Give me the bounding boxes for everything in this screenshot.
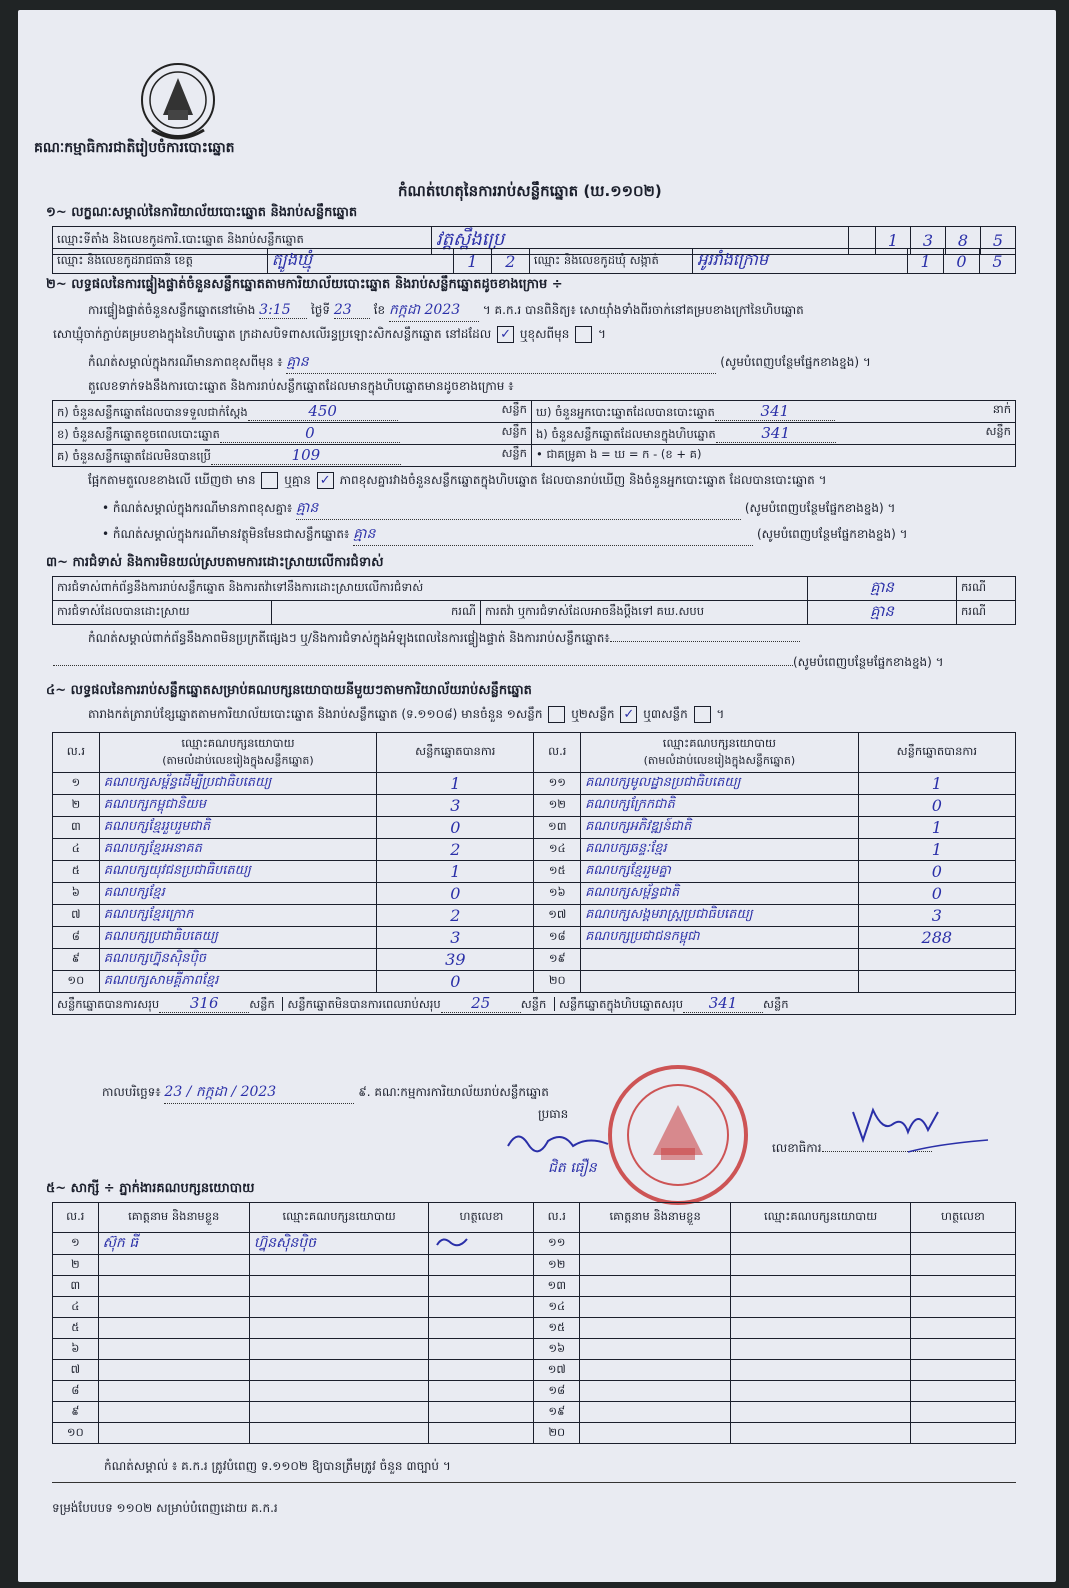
witness-party (731, 1276, 911, 1297)
party-name: គណបក្សប្រជាជនកម្ពុជា (581, 927, 859, 949)
row-number: ២០ (534, 971, 581, 993)
form-title: កំណត់ហេតុនៃការរាប់សន្លឹកឆ្នោត (ឃ.១១០២) (398, 182, 662, 200)
col-no: ល.រ (53, 733, 100, 773)
row-number: ១ (53, 773, 100, 795)
ballot-count-form (18, 10, 1056, 1582)
resolved-objections-label: ការជំទាស់ដែលបានដោះស្រាយ (53, 601, 272, 625)
vote-count: 0 (377, 971, 534, 993)
witness-name: ស៊ុក ធី (98, 1233, 249, 1255)
objections-label: ការជំទាស់ពាក់ព័ន្ធនឹងការរាប់សន្លឹកឆ្នោត និងការតវ៉ាទៅនឹងការដោះស្រាយលើការជំទាស់ (53, 577, 808, 601)
location-label: ឈ្មោះទីតាំង និងលេខកូដការិ.បោះឆ្នោត និងរាប់សន្លឹកឆ្នោត (53, 227, 432, 255)
row-number: ៨ (53, 1381, 99, 1402)
party-name (581, 971, 859, 993)
table-row (53, 1233, 1016, 1255)
one-sheet-checkbox[interactable] (548, 706, 565, 723)
difference-line: ផ្អែកតាមតួលេខខាងលើ ឃើញថា មាន ឬគ្មាន ✓ ភាពខុសគ្នារវាងចំនួនសន្លឹកឆ្នោតក្នុងហិបឆ្នោត ដែលបានរាប់ឃើញ និងចំនួនអ្នកបោះឆ្នោត ដែលបានបោះឆ្នោត ។ (88, 473, 827, 488)
witness-signature (429, 1339, 534, 1360)
party-name: គណបក្សខ្មែររួបរួមជាតិ (99, 817, 377, 839)
section4-heading: ៤~ លទ្ធផលនៃការរាប់សន្លឹកឆ្នោតសម្រាប់គណបក្សនយោបាយនីមួយៗតាមការិយាល័យរាប់សន្លឹកឆ្នោត (46, 683, 532, 698)
row-number: ៣ (53, 817, 100, 839)
vote-count: 0 (377, 817, 534, 839)
secretary-signature-icon (848, 1102, 998, 1162)
row-number: ១៣ (534, 817, 581, 839)
witness-party (249, 1318, 429, 1339)
witness-signature (429, 1381, 534, 1402)
witness-party (731, 1339, 911, 1360)
total-box-value: 341 (683, 994, 763, 1013)
row-number: ១២ (534, 1255, 580, 1276)
witness-signature (910, 1255, 1015, 1276)
vote-count: 3 (858, 905, 1015, 927)
row-number: ៤ (53, 839, 100, 861)
witness-name (98, 1318, 249, 1339)
table-row (53, 1255, 1016, 1276)
ballots-in-box-value: 341 (716, 424, 836, 443)
formula-note: • ជាគម្រូគា ង = ឃ = ក - (ខ + គ) (532, 445, 1016, 467)
day-value: 23 (334, 302, 370, 319)
row-number: ២ (53, 1255, 99, 1276)
row-number: ១៦ (534, 1339, 580, 1360)
vote-count: 1 (377, 773, 534, 795)
table-row (53, 1276, 1016, 1297)
witness-signature (910, 1233, 1015, 1255)
section1-table-row2 (52, 248, 1016, 274)
witness-name (98, 1339, 249, 1360)
section5-heading: ៥~ សាក្សី ÷ ភ្នាក់ងារគណបក្សនយោបាយ (46, 1181, 255, 1196)
table-row (53, 905, 1016, 927)
witness-name (98, 1402, 249, 1423)
commune-code-digit: 0 (944, 249, 980, 274)
location-code-digit: 5 (981, 227, 1016, 255)
vote-count: 1 (858, 817, 1015, 839)
witness-signature (429, 1318, 534, 1339)
col-votes: សន្លឹកឆ្នោតបានការ (858, 733, 1015, 773)
witness-signature-icon (433, 1233, 473, 1251)
nec-emblem-icon (138, 60, 218, 144)
table-row (53, 861, 1016, 883)
party-name: គណបក្សអភិវឌ្ឍន៍ជាតិ (581, 817, 859, 839)
section2-heading: ២~ លទ្ធផលនៃការផ្ទៀងផ្ទាត់ចំនួនសន្លឹកឆ្នោតតាមការិយាល័យបោះឆ្នោត និងរាប់សន្លឹកឆ្នោតដូចខាងក្រោម ÷ (46, 277, 563, 292)
change-note-value: គ្មាន (286, 352, 716, 374)
objections-value: គ្មាន (870, 577, 894, 596)
table-row (53, 883, 1016, 905)
witness-name (580, 1233, 731, 1255)
location-code-digit: 1 (876, 227, 911, 255)
row-number: ៥ (53, 861, 100, 883)
witness-party (731, 1360, 911, 1381)
foreign-object-value: គ្មាន (353, 524, 753, 546)
row-number: ៦ (53, 1339, 99, 1360)
chief-signature-icon (503, 1126, 613, 1156)
witness-signature (429, 1233, 534, 1255)
form-footer: ទម្រង់បែបបទ ១១០២ សម្រាប់បំពេញដោយ គ.ក.រ (52, 1501, 278, 1515)
two-sheets-checkbox[interactable]: ✓ (620, 706, 637, 723)
witness-signature (910, 1423, 1015, 1444)
vote-count: 1 (858, 839, 1015, 861)
table-row (53, 1360, 1016, 1381)
witness-party (249, 1423, 429, 1444)
row-number: ១១ (534, 773, 581, 795)
party-name: គណបក្សសម្ព័ន្ធដើម្បីប្រជាធិបតេយ្យ (99, 773, 377, 795)
table-row (53, 971, 1016, 993)
witness-signature (910, 1360, 1015, 1381)
row-number: ៧ (53, 1360, 99, 1381)
row-number: ១៩ (534, 949, 581, 971)
difference-note-line: • កំណត់សម្គាល់ក្នុងករណីមានភាពខុសគ្នា៖ គ្មាន (សូមបំពេញបន្ថែមផ្នែកខាងខ្នង) ។ (102, 498, 895, 520)
witness-signature (910, 1318, 1015, 1339)
witness-signature (910, 1297, 1015, 1318)
witness-signature (429, 1360, 534, 1381)
witness-name (580, 1339, 731, 1360)
row-number: ៨ (53, 927, 100, 949)
total-valid-value: 316 (159, 994, 249, 1013)
witness-name (98, 1276, 249, 1297)
witness-name (580, 1318, 731, 1339)
row-number: ២០ (534, 1423, 580, 1444)
location-code-digit: 3 (911, 227, 946, 255)
party-name: គណបក្សខ្មែររួមគ្នា (581, 861, 859, 883)
vote-count: 1 (858, 773, 1015, 795)
change-note-line: កំណត់សម្គាល់ក្នុងករណីមានភាពខុសពីមុន ៖ គ្មាន (សូមបំពេញបន្ថែមផ្នែកខាងខ្នង) ។ (88, 352, 871, 374)
row-number: ៩ (53, 1402, 99, 1423)
witness-signature (910, 1402, 1015, 1423)
row-number: ២ (53, 795, 100, 817)
irregularities-note: កំណត់សម្គាល់ពាក់ព័ន្ធនឹងភាពមិនប្រក្រតីផ្សេងៗ ឬ/និងការជំទាស់ក្នុងអំឡុងពេលនៃការផ្ទៀងផ្ទាត់ និងការរាប់សន្លឹកឆ្នោត៖ (88, 630, 800, 648)
table-row (53, 1381, 1016, 1402)
date-line: កាលបរិច្ឆេទ៖ 23 / កក្កដា / 2023 ៩. គណៈកម្មការការិយាល័យរាប់សន្លឹកឆ្នោត (102, 1082, 549, 1104)
chief-label: ប្រធាន (538, 1107, 569, 1121)
witness-signature (910, 1381, 1015, 1402)
row-number: ៥ (53, 1318, 99, 1339)
party-name: គណបក្សប្រជាធិបតេយ្យ (99, 927, 377, 949)
commune-code-digit: 1 (908, 249, 944, 274)
party-name: គណបក្សយុវជនប្រជាធិបតេយ្យ (99, 861, 377, 883)
table-row (53, 795, 1016, 817)
witness-party (731, 1255, 911, 1276)
commune-label: ឈ្មោះ និងលេខកូដឃុំ សង្កាត់ (529, 249, 692, 274)
row-number: ១៥ (534, 1318, 580, 1339)
same-checkbox[interactable]: ✓ (497, 326, 514, 343)
party-name (581, 949, 859, 971)
vote-count: 2 (377, 839, 534, 861)
vote-count: 0 (858, 861, 1015, 883)
party-name: គណបក្សក្រែកជាតិ (581, 795, 859, 817)
row-number: ១៧ (534, 1360, 580, 1381)
voters-value: 341 (715, 402, 835, 421)
row-number: ១៤ (534, 1297, 580, 1318)
section3-heading: ៣~ ការជំទាស់ និងការមិនយល់ស្របតាមការដោះស្រាយលើការជំទាស់ (46, 555, 384, 570)
row-number: ១៤ (534, 839, 581, 861)
row-number: ១៣ (534, 1276, 580, 1297)
witness-name (98, 1381, 249, 1402)
witness-table: ល.រ គោត្តនាម និងនាមខ្លួន ឈ្មោះគណបក្សនយោបាយ ហត្ថលេខា ល.រ គោត្តនាម និងនាមខ្លួន ឈ្មោះគណបក្សនយោបាយ ហត្ថលេខា ១ ស៊ុក ធី ហ្វ៊ុនស៊ិនប៉ិច ១១ ២ ១២ ៣ ១៣ ៤ ១៤ ៥ ១៥ ៦ ១៦ ៧ ១៧ ៨ ១៨ ៩ ១៩ ១០ ២០ (52, 1202, 1016, 1444)
vote-count: 39 (377, 949, 534, 971)
figures-intro: តួលេខទាក់ទងនឹងការបោះឆ្នោត និងការរាប់សន្លឹកឆ្នោតដែលមានក្នុងហិបឆ្នោតមានដូចខាងក្រោម ៖ (88, 379, 514, 393)
party-name: គណបក្សកម្ពុជានិយម (99, 795, 377, 817)
witness-name (580, 1402, 731, 1423)
vote-count: 3 (377, 927, 534, 949)
witness-party: ហ្វ៊ុនស៊ិនប៉ិច (249, 1233, 429, 1255)
party-name: គណបក្សសង្គមរាស្ត្រប្រជាធិបតេយ្យ (581, 905, 859, 927)
witness-party (249, 1339, 429, 1360)
spoiled-ballots-value: 0 (220, 424, 400, 443)
commune-value: អូររាំងក្រោម (697, 250, 769, 269)
witness-party (731, 1233, 911, 1255)
witness-party (249, 1402, 429, 1423)
witness-signature (429, 1402, 534, 1423)
party-name: គណបក្សឆន្ទៈខ្មែរ (581, 839, 859, 861)
secretary-line: លេខាធិការ (772, 1140, 932, 1158)
party-name: គណបក្សខ្មែរក្រោក (99, 905, 377, 927)
vote-count: 288 (858, 927, 1015, 949)
three-sheets-checkbox[interactable] (694, 706, 711, 723)
party-name: គណបក្សសាមគ្គីភាពខ្មែរ (99, 971, 377, 993)
col-party: ឈ្មោះគណបក្សនយោបាយ (តាមលំដាប់លេខរៀងក្នុងសន្លឹកឆ្នោត) (99, 733, 377, 773)
province-label: ឈ្មោះ និងលេខកូដរាជធានី ខេត្ត (53, 249, 268, 274)
witness-signature (910, 1276, 1015, 1297)
table-row (53, 773, 1016, 795)
row-number: ១២ (534, 795, 581, 817)
appeal-label: ការតវ៉ា ឬការជំទាស់ដែលអាចនឹងប្តឹងទៅ គឃ.សបប (481, 601, 808, 625)
seal-line: សោឃ្មុំចាក់ភ្ជាប់គម្របខាងក្នុងនៃហិបឆ្នោត ក្រដាសបិទពាសលើរន្ធប្រឡោះសិកសន្លឹកឆ្នោត នៅដដែល ✓ ឬខុសពីមុន ។ (53, 327, 606, 342)
row-number: ៩ (53, 949, 100, 971)
unused-ballots-value: 109 (211, 446, 401, 465)
row-number: ៤ (53, 1297, 99, 1318)
commune-code-digit: 5 (979, 249, 1015, 274)
col-party: ឈ្មោះគណបក្សនយោបាយ (តាមលំដាប់លេខរៀងក្នុងសន្លឹកឆ្នោត) (581, 733, 859, 773)
witness-name (98, 1360, 249, 1381)
results-table: ល.រ ឈ្មោះគណបក្សនយោបាយ (តាមលំដាប់លេខរៀងក្នុងសន្លឹកឆ្នោត) សន្លឹកឆ្នោតបានការ ល.រ ឈ្មោះគណបក្សនយោបាយ (តាមលំដាប់លេខរៀងក្នុងសន្លឹកឆ្នោត) សន្លឹកឆ្នោតបានការ ១ គណបក្សសម្ព័ន្ធដើម្បីប្រជាធិបតេយ្យ 1 ១១ គណបក្សមូលដ្ឋានប្រជាធិបតេយ្យ 1 ២ គណបក្សកម្ពុជានិយម 3 ១២ គណបក្សក្រែកជាតិ 0 ៣ គណបក្សខ្មែររួបរួមជាតិ 0 ១៣ គណបក្សអភិវឌ្ឍន៍ជាតិ 1 ៤ គណបក្សខ្មែរអនាគត 2 ១៤ គណបក្សឆន្ទៈខ្មែរ 1 ៥ គណបក្សយុវជនប្រជាធិបតេយ្យ 1 ១៥ គណបក្សខ្មែររួមគ្នា 0 ៦ គណបក្សខ្មែរ 0 ១៦ គណបក្សសម្ព័ន្ធជាតិ 0 ៧ គណបក្សខ្មែរក្រោក 2 ១៧ គណបក្សសង្គមរាស្ត្រប្រជាធិបតេយ្យ 3 ៨ គណបក្សប្រជាធិបតេយ្យ 3 ១៨ គណបក្សប្រជាជនកម្ពុជា 288 ៩ គណបក្សហ្វ៊ុនស៊ិនប៉ិច 39 ១៩ ១០ គណបក្សសាមគ្គីភាពខ្មែរ 0 ២០ សន្លឹកឆ្នោតបានការសរុប 316 សន្លឹក សន្លឹកឆ្នោតមិនបានការពេលរាប់សរុប 25 សន្លឹក សន្លឹកឆ្នោតក្នុងហិបឆ្នោតសរុប 341 សន្លឹក (52, 732, 1016, 1015)
received-ballots-value: 450 (248, 402, 398, 421)
foreign-object-line: • កំណត់សម្គាល់ក្នុងករណីមានវត្ថុមិនមែនជាសន្លឹកឆ្នោត៖ គ្មាន (សូមបំពេញបន្ថែមផ្នែកខាងខ្នង) ។ (102, 524, 908, 546)
vote-count: 1 (377, 861, 534, 883)
table-row (53, 1423, 1016, 1444)
witness-signature (429, 1276, 534, 1297)
row-number: ១១ (534, 1233, 580, 1255)
verification-line: ការផ្ទៀងផ្ទាត់ចំនួនសន្លឹកឆ្នោតនៅម៉ោង 3:15 ថ្ងៃទី 23 ខែ កក្កដា 2023 ។ គ.ក.រ បានពិនិត្យ៖ សោយ៉ាំងទាំងពីរចាក់នៅគម្របខាងក្រៅនៃហិបឆ្នោត (88, 300, 804, 322)
row-number: ១ (53, 1233, 99, 1255)
witness-name (580, 1255, 731, 1276)
witness-party (249, 1360, 429, 1381)
table-row (53, 927, 1016, 949)
row-number: ១៨ (534, 927, 581, 949)
witness-name (98, 1297, 249, 1318)
has-difference-checkbox[interactable] (261, 472, 278, 489)
witness-party (731, 1297, 911, 1318)
location-code-digit: 8 (946, 227, 981, 255)
row-number: ៣ (53, 1276, 99, 1297)
time-value: 3:15 (259, 302, 307, 319)
table-row (53, 839, 1016, 861)
row-number: ៦ (53, 883, 100, 905)
witness-party (249, 1381, 429, 1402)
table-row (53, 1339, 1016, 1360)
changed-checkbox[interactable] (575, 326, 592, 343)
appeal-value: គ្មាន (870, 601, 894, 620)
vote-count: 0 (858, 795, 1015, 817)
witness-party (249, 1276, 429, 1297)
party-name: គណបក្សសម្ព័ន្ធជាតិ (581, 883, 859, 905)
vote-count: 0 (377, 883, 534, 905)
witness-signature (429, 1423, 534, 1444)
vote-count: 2 (377, 905, 534, 927)
table-row (53, 1297, 1016, 1318)
official-stamp-icon (603, 1060, 753, 1210)
row-number: ១០ (53, 1423, 99, 1444)
month-year-value: កក្កដា 2023 (389, 300, 479, 322)
witness-signature (429, 1297, 534, 1318)
witness-party (731, 1318, 911, 1339)
province-value: ត្បូងឃ្មុំ (271, 250, 313, 269)
date-value: 23 / កក្កដា / 2023 (164, 1082, 354, 1104)
province-code-digit: 1 (453, 249, 491, 274)
witness-name (580, 1297, 731, 1318)
no-difference-checkbox[interactable]: ✓ (317, 472, 334, 489)
row-number: ១៩ (534, 1402, 580, 1423)
witness-party (249, 1297, 429, 1318)
witness-party (249, 1255, 429, 1276)
total-invalid-value: 25 (441, 994, 521, 1013)
row-number: ៧ (53, 905, 100, 927)
section1-heading: ១~ លក្ខណៈសម្គាល់នៃការិយាល័យបោះឆ្នោត និងរាប់សន្លឹកឆ្នោត (46, 205, 358, 220)
table-row (53, 1318, 1016, 1339)
witness-party (731, 1402, 911, 1423)
committee-name: គណៈកម្មាធិការជាតិរៀបចំការបោះឆ្នោត (34, 140, 235, 156)
witness-name (580, 1360, 731, 1381)
difference-note-value: គ្មាន (296, 498, 741, 520)
table-row (53, 949, 1016, 971)
row-number: ១៥ (534, 861, 581, 883)
witness-name (580, 1276, 731, 1297)
irregularities-note-line2: (សូមបំពេញបន្ថែមផ្នែកខាងខ្នង) ។ (53, 654, 944, 672)
witness-name (580, 1381, 731, 1402)
vote-count: 3 (377, 795, 534, 817)
figures-table: ក) ចំនួនសន្លឹកឆ្នោតដែលបានទទួលជាក់ស្តែង 450 សន្លឹក ឃ) ចំនួនអ្នកបោះឆ្នោតដែលបានបោះឆ្នោត 341 នាក់ ខ) ចំនួនសន្លឹកឆ្នោតខូចពេលបោះឆ្នោត 0 សន្លឹក ង) ចំនួនសន្លឹកឆ្នោតដែលមានក្នុងហិបឆ្នោត 341 សន្លឹក គ) ចំនួនសន្លឹកឆ្នោតដែលមិនបានប្រើ 109 សន្លឹក • ជាគម្រូគា ង = ឃ = ក - (ខ + គ) (52, 400, 1016, 467)
witness-note: កំណត់សម្គាល់ ៖ គ.ក.រ ត្រូវបំពេញ ទ.១១០២ ឱ្យបានត្រឹមត្រូវ ចំនួន ៣ច្បាប់ ។ (104, 1459, 451, 1473)
vote-count (858, 971, 1015, 993)
witness-signature (429, 1255, 534, 1276)
row-number: ១៦ (534, 883, 581, 905)
witness-party (731, 1423, 911, 1444)
witness-name (98, 1255, 249, 1276)
col-no: ល.រ (534, 733, 581, 773)
tally-sheets-line: តារាងកត់ត្រារាប់ខ្សែឆ្នោតតាមការិយាល័យបោះឆ្នោត និងរាប់សន្លឹកឆ្នោត (ទ.១១០៨) មានចំនួន ១សន្លឹក ឬ២សន្លឹក ✓ ឬ៣សន្លឹក ។ (88, 707, 725, 722)
witness-signature (910, 1339, 1015, 1360)
party-name: គណបក្សខ្មែរអនាគត (99, 839, 377, 861)
col-votes: សន្លឹកឆ្នោតបានការ (377, 733, 534, 773)
row-number: ១៨ (534, 1381, 580, 1402)
party-name: គណបក្សខ្មែរ (99, 883, 377, 905)
location-value: វត្តស្ពឹងប្រេ (436, 229, 505, 250)
witness-party (731, 1381, 911, 1402)
table-row (53, 817, 1016, 839)
province-code-digit: 2 (491, 249, 529, 274)
party-name: គណបក្សមូលដ្ឋានប្រជាធិបតេយ្យ (581, 773, 859, 795)
vote-count (858, 949, 1015, 971)
party-name: គណបក្សហ្វ៊ុនស៊ិនប៉ិច (99, 949, 377, 971)
table-row (53, 1402, 1016, 1423)
row-number: ១៧ (534, 905, 581, 927)
witness-name (580, 1423, 731, 1444)
chief-name: ជិត ធឿន (548, 1160, 597, 1176)
objections-table: ការជំទាស់ពាក់ព័ន្ធនឹងការរាប់សន្លឹកឆ្នោត និងការតវ៉ាទៅនឹងការដោះស្រាយលើការជំទាស់ គ្មាន ករណី ការជំទាស់ដែលបានដោះស្រាយ ករណី ការតវ៉ា ឬការជំទាស់ដែលអាចនឹងប្តឹងទៅ គឃ.សបប គ្មាន ករណី (52, 576, 1016, 625)
row-number: ១០ (53, 971, 100, 993)
witness-name (98, 1423, 249, 1444)
vote-count: 0 (858, 883, 1015, 905)
